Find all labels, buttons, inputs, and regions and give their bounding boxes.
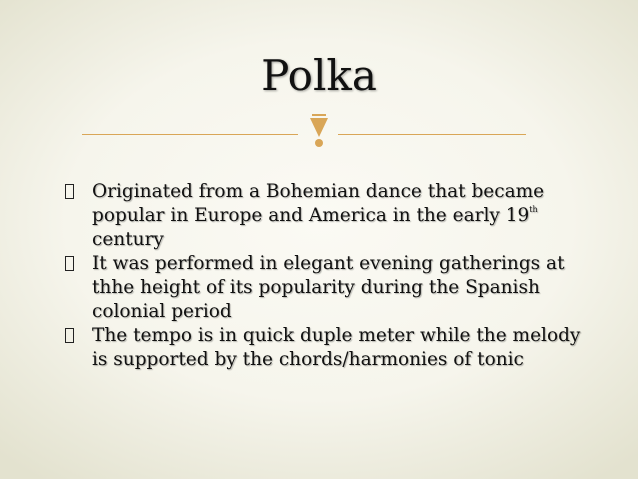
bullet-text: Originated from a Bohemian dance that became popular in Europe and America in the early 19 bbox=[92, 181, 545, 226]
bullet-text: The tempo is in quick duple meter while the melody is supported by the chords/harmonies of tonic bbox=[92, 325, 581, 370]
bullet-superscript: th bbox=[529, 205, 538, 214]
title-divider-left bbox=[82, 134, 298, 135]
bullet-marker-icon bbox=[65, 256, 74, 271]
slide-title: Polka bbox=[261, 51, 377, 100]
bullet-marker-icon bbox=[65, 184, 74, 199]
bullet-item bbox=[62, 180, 582, 252]
title-divider-right bbox=[338, 134, 526, 135]
ornament-icon bbox=[309, 114, 329, 148]
bullet-marker-icon bbox=[65, 328, 74, 343]
bullet-list bbox=[62, 180, 582, 372]
bullet-item bbox=[62, 252, 582, 324]
bullet-item bbox=[62, 324, 582, 372]
bullet-text: It was performed in elegant evening gatherings at thhe height of its popularity during the Spanish colonial period bbox=[92, 253, 565, 322]
bullet-text-tail: century bbox=[92, 229, 164, 250]
